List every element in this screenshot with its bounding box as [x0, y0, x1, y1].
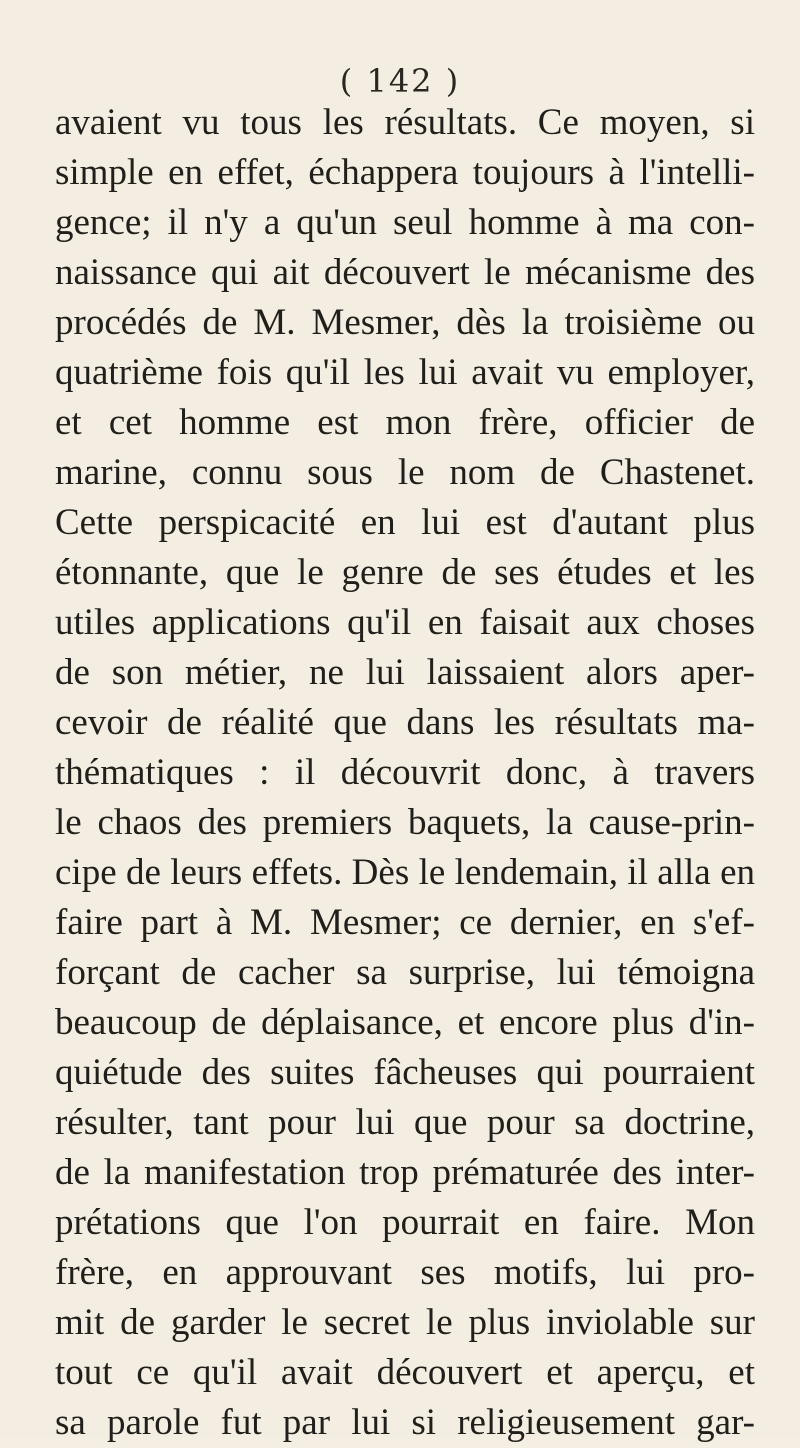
text-line: sa parole fut par lui si religieusement gar- — [55, 1402, 755, 1443]
text-line: mit de garder le secret le plus inviolable sur — [55, 1302, 755, 1343]
text-line: beaucoup de déplaisance, et encore plus d'in- — [55, 1002, 755, 1043]
text-line: frère, en approuvant ses motifs, lui pro- — [55, 1252, 755, 1293]
page-number: ( 142 ) — [339, 62, 461, 100]
text-line: naissance qui ait découvert le mécanisme des — [55, 252, 755, 293]
text-line: résulter, tant pour lui que pour sa doctrine, — [55, 1102, 755, 1143]
text-line: de la manifestation trop prématurée des inter- — [55, 1152, 755, 1193]
body-text — [55, 98, 755, 1448]
text-line: procédés de M. Mesmer, dès la troisième ou — [55, 302, 755, 343]
text-line: utiles applications qu'il en faisait aux choses — [55, 602, 755, 643]
text-line: cevoir de réalité que dans les résultats ma- — [55, 702, 755, 743]
text-line: avaient vu tous les résultats. Ce moyen, si — [55, 102, 755, 143]
text-line: quiétude des suites fâcheuses qui pourraient — [55, 1052, 755, 1093]
text-line: gence; il n'y a qu'un seul homme à ma con- — [55, 202, 755, 243]
text-line: étonnante, que le genre de ses études et les — [55, 552, 755, 593]
text-line: le chaos des premiers baquets, la cause-prin- — [55, 802, 755, 843]
text-line: tout ce qu'il avait découvert et aperçu, et — [55, 1352, 755, 1393]
text-line: simple en effet, échappera toujours à l'intelli- — [55, 152, 755, 193]
text-line: faire part à M. Mesmer; ce dernier, en s'ef- — [55, 902, 755, 943]
text-line: forçant de cacher sa surprise, lui témoigna — [55, 952, 755, 993]
text-line: cipe de leurs effets. Dès le lendemain, il alla en — [55, 852, 755, 893]
text-line: de son métier, ne lui laissaient alors aper- — [55, 652, 755, 693]
text-line: Cette perspicacité en lui est d'autant plus — [55, 502, 755, 543]
text-line: quatrième fois qu'il les lui avait vu employer, — [55, 352, 755, 393]
text-line: prétations que l'on pourrait en faire. Mon — [55, 1202, 755, 1243]
text-line: marine, connu sous le nom de Chastenet. — [55, 452, 755, 493]
text-line: thématiques : il découvrit donc, à travers — [55, 752, 755, 793]
text-line: et cet homme est mon frère, officier de — [55, 402, 755, 443]
